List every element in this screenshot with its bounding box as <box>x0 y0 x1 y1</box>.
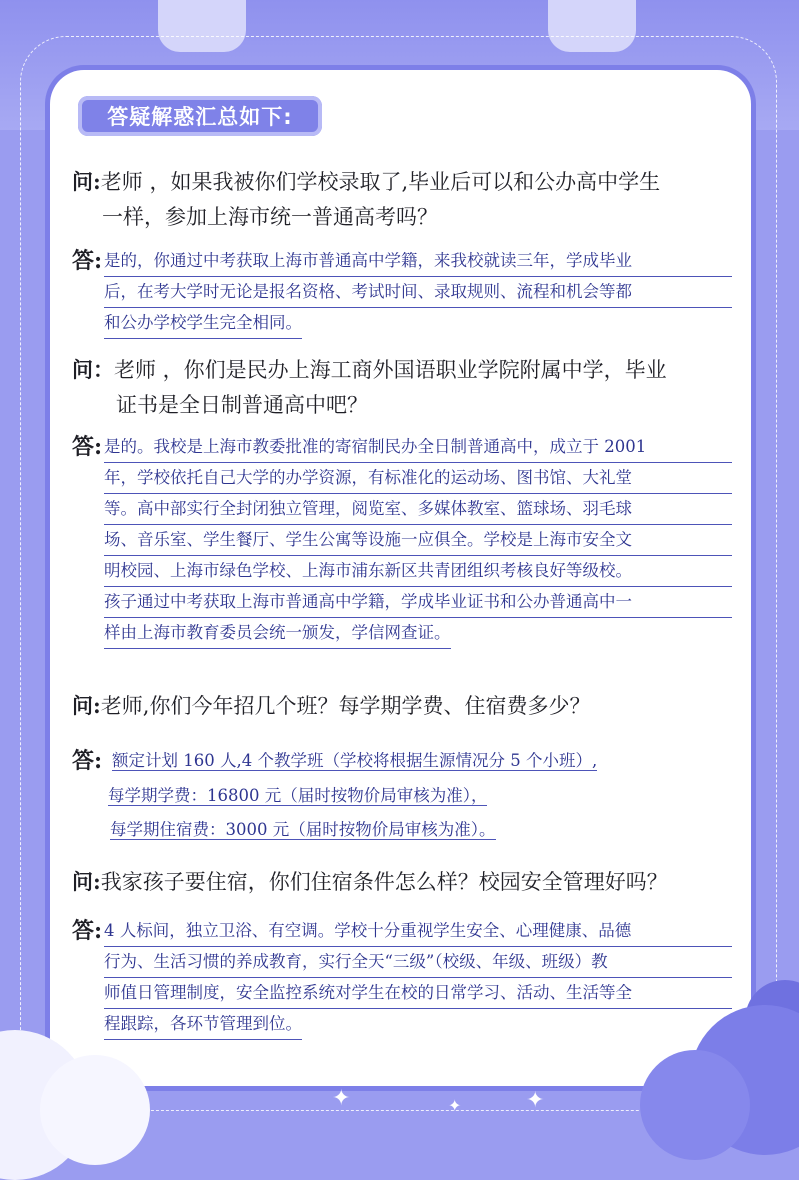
answer-1 <box>72 246 732 339</box>
question-line: 一样，参加上海市统一普通高考吗？ <box>102 205 438 229</box>
answer-line: 后，在考大学时无论是报名资格、考试时间、录取规则、流程和机会等都 <box>104 277 732 308</box>
question-mark: 问: <box>72 693 101 718</box>
answer-line: 师值日管理制度，安全监控系统对学生在校的日常学习、活动、生活等全 <box>104 978 732 1009</box>
answer-line: 每学期住宿费：3000 元（届时按物价局审核为准）。 <box>110 820 496 839</box>
answer-line: 和公办学校学生完全相同。 <box>104 308 302 339</box>
answer-mark: 答: <box>72 918 103 944</box>
answer-line: 4 人标间，独立卫浴、有空调。学校十分重视学生安全、心理健康、品德 <box>104 916 732 947</box>
answer-line: 等。高中部实行全封闭独立管理，阅览室、多媒体教室、篮球场、羽毛球 <box>104 494 732 525</box>
question-2 <box>72 352 732 423</box>
answer-line: 行为、生活习惯的养成教育，实行全天“三级”（校级、年级、班级）教 <box>104 947 732 978</box>
answer-mark: 答: <box>72 248 103 274</box>
answer-line: 每学期学费：16800 元（届时按物价局审核为准）， <box>108 785 488 805</box>
answer-line: 孩子通过中考获取上海市普通高中学籍，学成毕业证书和公办普通高中一 <box>104 587 732 618</box>
answer-2 <box>72 432 732 649</box>
cloud-icon <box>40 1055 150 1165</box>
sparkle-icon: ✦ <box>526 1088 545 1113</box>
question-line: 我家孩子要住宿，你们住宿条件怎么样？校园安全管理好吗？ <box>100 870 668 894</box>
question-mark: 问: <box>72 169 101 194</box>
answer-line: 是的。我校是上海市教委批准的寄宿制民办全日制普通高中，成立于 2001 <box>104 432 732 463</box>
fee-line <box>110 815 732 846</box>
section-heading-badge <box>78 96 322 136</box>
answer-mark: 答: <box>72 434 103 460</box>
sparkle-icon: ✦ <box>448 1096 462 1115</box>
sparkle-icon: ✦ <box>332 1086 351 1111</box>
answer-line: 明校园、上海市绿色学校、上海市浦东新区共青团组织考核良好等级校。 <box>104 556 732 587</box>
question-line: 证书是全日制普通高中吧？ <box>116 393 368 417</box>
answer-mark: 答: <box>72 748 103 774</box>
question-line: 老师 ，如果我被你们学校录取了,毕业后可以和公办高中学生 <box>100 170 661 194</box>
question-mark: 问: <box>72 869 101 894</box>
question-mark: 问： <box>72 357 114 382</box>
answer-3 <box>72 746 732 846</box>
cloud-icon <box>640 1050 750 1160</box>
answer-line: 年，学校依托自己大学的办学资源，有标准化的运动场、图书馆、大礼堂 <box>104 463 732 494</box>
answer-line: 场、音乐室、学生餐厅、学生公寓等设施一应俱全。学校是上海市安全文 <box>104 525 732 556</box>
fee-line <box>112 746 732 777</box>
answer-line: 样由上海市教育委员会统一颁发，学信网查证。 <box>104 618 451 649</box>
answer-line: 是的，你通过中考获取上海市普通高中学籍，来我校就读三年，学成毕业 <box>104 246 732 277</box>
fee-line <box>108 781 732 812</box>
section-heading: 答疑解惑汇总如下: <box>107 105 293 129</box>
question-4 <box>72 864 732 900</box>
answer-line: 额定计划 160 人,4 个教学班（学校将根据生源情况分 5 个小班）, <box>112 751 598 770</box>
answer-4 <box>72 916 732 1040</box>
question-line: 老师 ，你们是民办上海工商外国语职业学院附属中学，毕业 <box>114 358 667 382</box>
question-1 <box>72 164 732 235</box>
question-3 <box>72 688 732 724</box>
answer-line: 程跟踪，各环节管理到位。 <box>104 1009 302 1040</box>
question-line: 老师,你们今年招几个班？每学期学费、住宿费多少？ <box>100 694 591 718</box>
